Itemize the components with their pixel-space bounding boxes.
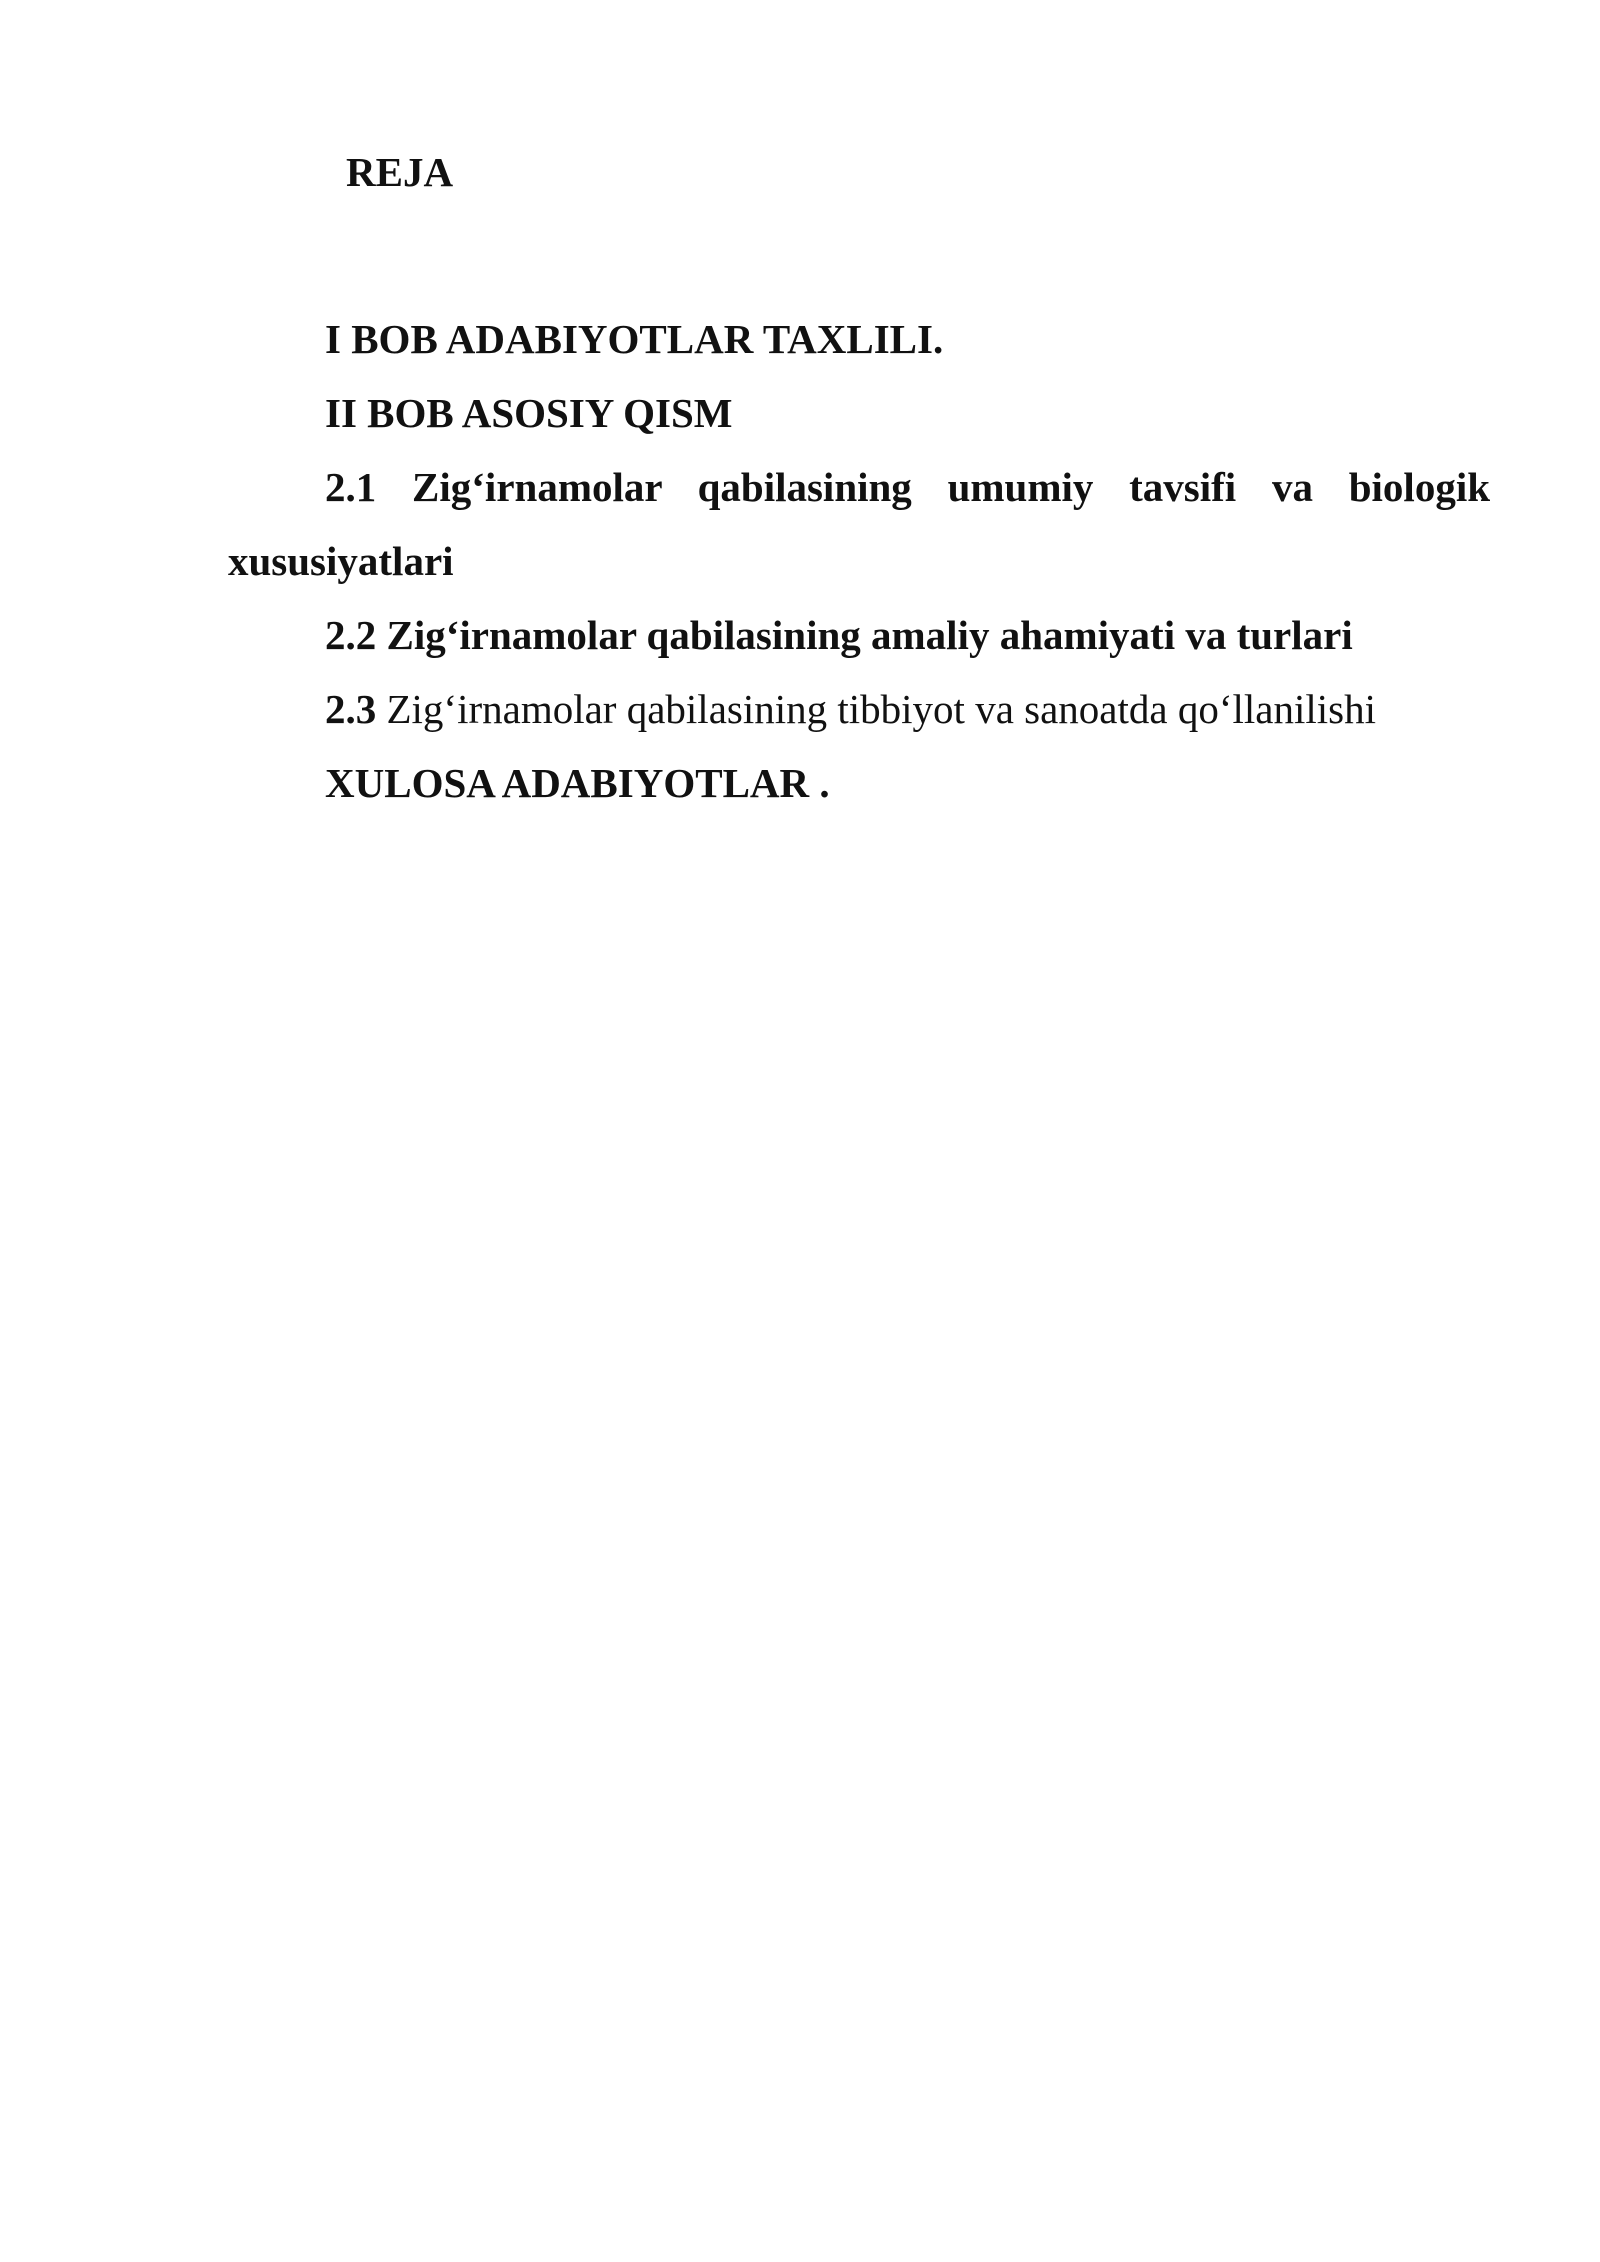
toc-item-chapter-2 xyxy=(228,376,1490,450)
toc-item-chapter-1 xyxy=(228,302,1490,376)
toc-item-number: 2.1 xyxy=(325,464,377,510)
toc-item-number: 2.2 xyxy=(325,612,377,658)
toc-item-2-2 xyxy=(228,598,1490,672)
table-of-contents xyxy=(228,302,1490,820)
toc-item-text: Zig‘irnamolar qabilasining umumiy tavsifi va biologik xususiyatlari xyxy=(228,464,1491,584)
toc-item-2-1 xyxy=(228,450,1490,598)
toc-item-text: Zig‘irnamolar qabilasining tibbiyot va sanoatda qo‘llanilishi xyxy=(386,686,1376,732)
toc-item-2-3 xyxy=(228,672,1490,746)
toc-item-conclusion xyxy=(228,746,1490,820)
toc-item-text: II BOB ASOSIY QISM xyxy=(325,390,733,436)
page-title: REJA xyxy=(346,149,454,195)
toc-item-number: 2.3 xyxy=(325,686,377,732)
toc-item-text: I BOB ADABIYOTLAR TAXLILI. xyxy=(325,316,944,362)
toc-item-text: Zig‘irnamolar qabilasining amaliy ahamiyati va turlari xyxy=(386,612,1353,658)
toc-item-text: XULOSA ADABIYOTLAR . xyxy=(325,760,830,806)
